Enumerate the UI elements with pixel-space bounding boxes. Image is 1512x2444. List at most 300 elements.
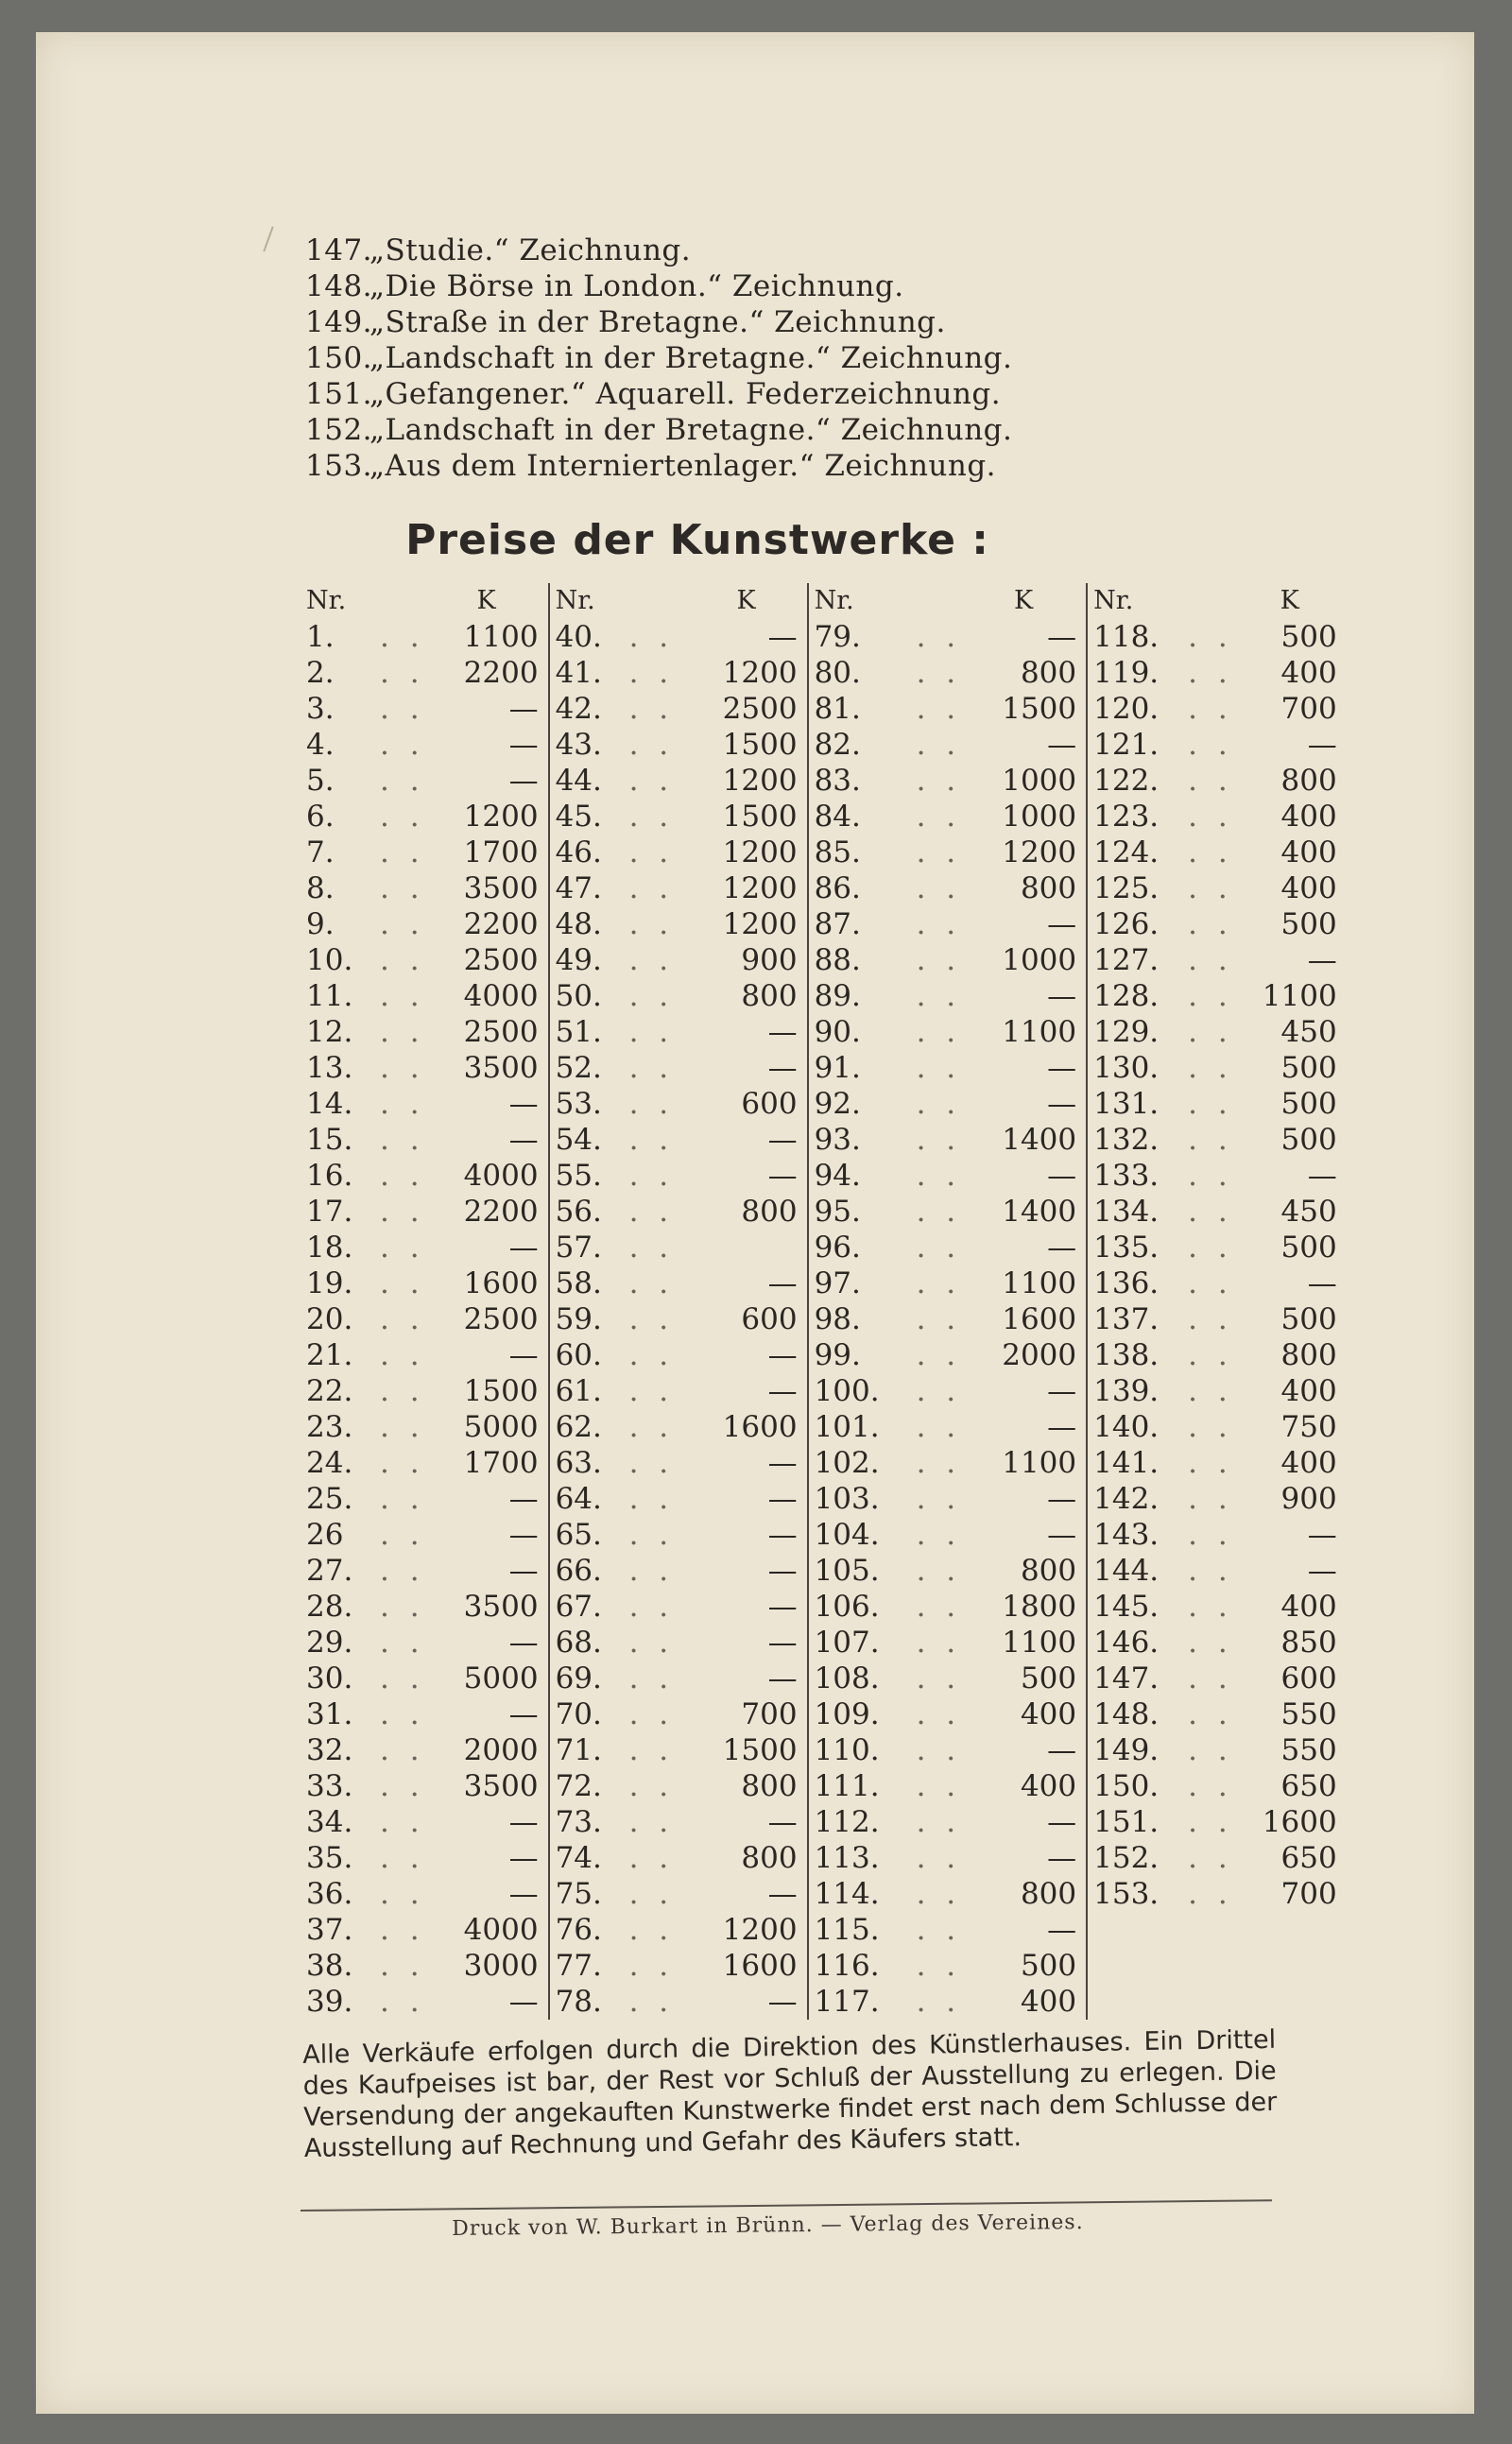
item-number: 117. <box>808 1984 917 2020</box>
item-number: 58. <box>549 1265 629 1301</box>
leader-dots: . . <box>380 1195 425 1229</box>
item-number: 135. <box>1087 1230 1188 1265</box>
item-number: 147. <box>1087 1661 1188 1696</box>
item-number: 92. <box>808 1086 917 1122</box>
item-price: 800 <box>1020 656 1077 690</box>
leader-dots: . . <box>628 1769 675 1803</box>
leader-dots: . . <box>380 1051 425 1085</box>
table-row <box>301 1876 1347 1912</box>
item-number: 86. <box>808 870 917 906</box>
item-number: 41. <box>549 655 629 691</box>
leader-dots: . . <box>628 1374 675 1408</box>
leader-dots: . . <box>380 1733 425 1767</box>
pencil-mark <box>263 227 273 252</box>
item-price: 2500 <box>463 1302 539 1336</box>
item-number: 25. <box>306 1482 353 1516</box>
item-price: 400 <box>1280 1446 1337 1480</box>
item-number: 80. <box>808 655 917 691</box>
table-row <box>301 978 1347 1014</box>
item-price: — <box>767 1877 798 1911</box>
leader-dots: . . <box>1188 764 1233 798</box>
item-price: 500 <box>1280 1051 1337 1085</box>
item-price: 800 <box>741 1769 798 1803</box>
item-price: 400 <box>1280 835 1337 869</box>
item-price: — <box>1047 1733 1077 1767</box>
item-price: 450 <box>1280 1015 1337 1049</box>
item-price: 800 <box>1280 764 1337 798</box>
item-number: 26 <box>306 1518 344 1552</box>
item-price: — <box>767 1661 798 1695</box>
item-number: 93. <box>808 1122 917 1158</box>
item-number: 62. <box>549 1409 629 1445</box>
leader-dots: . . <box>380 1015 425 1049</box>
artwork-item <box>305 376 1156 412</box>
item-number: 112. <box>808 1804 917 1840</box>
leader-dots: . . <box>628 1877 675 1911</box>
item-number: 67. <box>549 1589 629 1625</box>
leader-dots: . . <box>916 1626 962 1660</box>
item-price: 1100 <box>463 620 539 654</box>
item-number: 36. <box>306 1877 353 1911</box>
item-number: 139. <box>1087 1373 1188 1409</box>
leader-dots: . . <box>380 728 425 762</box>
item-number: 114. <box>808 1876 917 1912</box>
item-number: 119. <box>1087 655 1188 691</box>
artwork-list <box>305 232 1156 484</box>
item-price: — <box>1047 1482 1077 1516</box>
item-price: — <box>1047 1410 1077 1444</box>
leader-dots: . . <box>380 1985 425 2019</box>
item-price: — <box>508 1554 539 1588</box>
item-number: 68. <box>549 1625 629 1661</box>
item-price: 1100 <box>1002 1446 1077 1480</box>
item-number <box>1087 1912 1188 1948</box>
table-row <box>301 1517 1347 1553</box>
leader-dots: . . <box>380 764 425 798</box>
item-price: 800 <box>741 1195 798 1229</box>
item-price: — <box>1047 1913 1077 1947</box>
leader-dots: . . <box>1188 835 1233 869</box>
leader-dots: . . <box>1188 1518 1233 1552</box>
item-number: 85. <box>808 835 917 870</box>
leader-dots: . . <box>916 1913 962 1947</box>
item-price: 1500 <box>1002 692 1077 726</box>
leader-dots: . . <box>628 1949 675 1983</box>
leader-dots: . . <box>1188 1769 1233 1803</box>
item-price: — <box>767 1374 798 1408</box>
header-k-4: K <box>1280 586 1299 615</box>
item-number: 31. <box>306 1697 353 1731</box>
item-price: — <box>767 1015 798 1049</box>
item-price: 2200 <box>463 907 539 941</box>
item-price: — <box>767 1554 798 1588</box>
leader-dots: . . <box>916 656 962 690</box>
item-price: 1400 <box>1002 1123 1077 1157</box>
leader-dots: . . <box>1188 1733 1233 1767</box>
leader-dots: . . <box>380 1590 425 1624</box>
item-price: 3500 <box>463 1769 539 1803</box>
item-price: 1400 <box>1002 1195 1077 1229</box>
item-number: 16. <box>306 1159 353 1193</box>
item-number: 152. <box>1087 1840 1188 1876</box>
leader-dots: . . <box>1188 692 1233 726</box>
item-number: 50. <box>549 978 629 1014</box>
leader-dots: . . <box>1188 620 1233 654</box>
leader-dots: . . <box>916 871 962 905</box>
leader-dots: . . <box>1188 1302 1233 1336</box>
leader-dots: . . <box>1188 1554 1233 1588</box>
item-price: 450 <box>1280 1195 1337 1229</box>
item-price: 550 <box>1280 1697 1337 1731</box>
printer-imprint: Druck von W. Burkart in Brünn. — Verlag des Vereines. <box>452 2210 1084 2241</box>
item-price: — <box>767 1159 798 1193</box>
item-price: — <box>1307 728 1337 762</box>
item-number: 97. <box>808 1265 917 1301</box>
item-price: 400 <box>1280 800 1337 834</box>
leader-dots: . . <box>628 1051 675 1085</box>
leader-dots <box>1188 1912 1233 1948</box>
item-number: 94. <box>808 1158 917 1194</box>
item-price: 1500 <box>722 1733 798 1767</box>
item-number: 74. <box>549 1840 629 1876</box>
item-price: 550 <box>1280 1733 1337 1767</box>
item-price: 650 <box>1280 1769 1337 1803</box>
leader-dots: . . <box>380 620 425 654</box>
item-number: 96. <box>808 1230 917 1265</box>
item-price: — <box>508 1626 539 1660</box>
leader-dots: . . <box>916 979 962 1013</box>
leader-dots: . . <box>628 692 675 726</box>
item-price: 500 <box>1280 1087 1337 1121</box>
item-price: 1100 <box>1002 1266 1077 1300</box>
item-number: 59. <box>549 1301 629 1337</box>
leader-dots: . . <box>628 620 675 654</box>
item-number: 95. <box>808 1194 917 1230</box>
artwork-item <box>305 232 1156 268</box>
table-row <box>301 1194 1347 1230</box>
item-number: 87. <box>808 906 917 942</box>
item-price: 1100 <box>1262 979 1337 1013</box>
item-price: 2500 <box>463 943 539 977</box>
artwork-title: „Die Börse in London.“ Zeichnung. <box>369 269 904 303</box>
item-price: 1200 <box>722 656 798 690</box>
item-price: — <box>508 1518 539 1552</box>
item-price: 1000 <box>1002 943 1077 977</box>
item-number: 91. <box>808 1050 917 1086</box>
item-price: 400 <box>1280 1590 1337 1624</box>
leader-dots: . . <box>380 1159 425 1193</box>
leader-dots: . . <box>628 1159 675 1193</box>
leader-dots: . . <box>1188 800 1233 834</box>
table-row <box>301 1661 1347 1696</box>
item-number: 128. <box>1087 978 1188 1014</box>
item-number: 76. <box>549 1912 629 1948</box>
leader-dots: . . <box>916 1266 962 1300</box>
item-number: 38. <box>306 1949 353 1983</box>
leader-dots: . . <box>1188 979 1233 1013</box>
table-row <box>301 1445 1347 1481</box>
leader-dots: . . <box>916 1697 962 1731</box>
leader-dots: . . <box>380 1338 425 1372</box>
leader-dots: . . <box>916 800 962 834</box>
leader-dots: . . <box>916 907 962 941</box>
item-number: 78. <box>549 1984 629 2020</box>
item-number: 1. <box>306 620 335 654</box>
artwork-number: 147. <box>305 233 373 267</box>
table-row <box>301 763 1347 799</box>
item-price: — <box>1307 1554 1337 1588</box>
item-price: 1200 <box>722 835 798 869</box>
artwork-number: 150. <box>305 341 373 375</box>
item-price: 700 <box>1280 692 1337 726</box>
item-price: 400 <box>1020 1697 1077 1731</box>
item-number: 73. <box>549 1804 629 1840</box>
item-price: 2200 <box>463 1195 539 1229</box>
leader-dots: . . <box>1188 1697 1233 1731</box>
item-price: 800 <box>1280 1338 1337 1372</box>
leader-dots: . . <box>628 1518 675 1552</box>
leader-dots: . . <box>1188 907 1233 941</box>
item-price: 1700 <box>463 1446 539 1480</box>
leader-dots: . . <box>628 656 675 690</box>
table-row <box>301 1553 1347 1589</box>
leader-dots: . . <box>916 1949 962 1983</box>
table-row <box>301 1086 1347 1122</box>
table-row <box>301 1014 1347 1050</box>
leader-dots: . . <box>916 1985 962 2019</box>
leader-dots: . . <box>628 1410 675 1444</box>
leader-dots: . . <box>628 1338 675 1372</box>
item-price <box>1233 1948 1347 1984</box>
leader-dots: . . <box>1188 1374 1233 1408</box>
item-number: 145. <box>1087 1589 1188 1625</box>
item-number: 4. <box>306 728 335 762</box>
item-price: 4000 <box>463 1913 539 1947</box>
item-price: — <box>1047 1518 1077 1552</box>
item-number: 30. <box>306 1661 353 1695</box>
item-price: 1200 <box>722 1913 798 1947</box>
item-number: 54. <box>549 1122 629 1158</box>
item-number: 144. <box>1087 1553 1188 1589</box>
leader-dots: . . <box>1188 1805 1233 1839</box>
item-number: 134. <box>1087 1194 1188 1230</box>
item-number: 151. <box>1087 1804 1188 1840</box>
leader-dots: . . <box>628 1231 675 1265</box>
leader-dots: . . <box>1188 1841 1233 1875</box>
item-number: 104. <box>808 1517 917 1553</box>
item-number: 122. <box>1087 763 1188 799</box>
table-row <box>301 942 1347 978</box>
item-price: 500 <box>1020 1661 1077 1695</box>
table-row <box>301 835 1347 870</box>
item-number: 107. <box>808 1625 917 1661</box>
item-price: 700 <box>1280 1877 1337 1911</box>
leader-dots: . . <box>628 1661 675 1695</box>
leader-dots: . . <box>916 1554 962 1588</box>
item-number: 120. <box>1087 691 1188 727</box>
item-price: — <box>767 1626 798 1660</box>
item-number: 132. <box>1087 1122 1188 1158</box>
item-price: — <box>508 1985 539 2019</box>
item-number: 13. <box>306 1051 353 1085</box>
item-price: — <box>1307 943 1337 977</box>
leader-dots: . . <box>628 1015 675 1049</box>
table-row <box>301 691 1347 727</box>
item-number: 127. <box>1087 942 1188 978</box>
leader-dots: . . <box>380 1518 425 1552</box>
item-price: 3500 <box>463 1590 539 1624</box>
item-price: 5000 <box>463 1661 539 1695</box>
item-price: — <box>767 1338 798 1372</box>
leader-dots: . . <box>380 656 425 690</box>
item-price: 4000 <box>463 979 539 1013</box>
item-price: 800 <box>741 979 798 1013</box>
leader-dots: . . <box>916 1805 962 1839</box>
item-price: — <box>508 1087 539 1121</box>
item-price: — <box>508 1805 539 1839</box>
leader-dots: . . <box>380 1374 425 1408</box>
item-price: 500 <box>1280 620 1337 654</box>
item-number: 63. <box>549 1445 629 1481</box>
item-number: 7. <box>306 835 335 869</box>
leader-dots: . . <box>1188 1015 1233 1049</box>
leader-dots: . . <box>916 1733 962 1767</box>
item-number: 98. <box>808 1301 917 1337</box>
item-price: — <box>767 1518 798 1552</box>
leader-dots: . . <box>1188 1590 1233 1624</box>
item-price: 2000 <box>1002 1338 1077 1372</box>
item-price: — <box>1047 728 1077 762</box>
item-number: 75. <box>549 1876 629 1912</box>
item-number: 115. <box>808 1912 917 1948</box>
item-number: 129. <box>1087 1014 1188 1050</box>
item-price: — <box>1047 620 1077 654</box>
item-price: 1000 <box>1002 764 1077 798</box>
item-price: — <box>1047 907 1077 941</box>
leader-dots: . . <box>916 1769 962 1803</box>
item-number: 137. <box>1087 1301 1188 1337</box>
item-number: 124. <box>1087 835 1188 870</box>
leader-dots: . . <box>1188 1266 1233 1300</box>
item-number: 140. <box>1087 1409 1188 1445</box>
table-row <box>301 1625 1347 1661</box>
leader-dots: . . <box>380 1913 425 1947</box>
leader-dots: . . <box>628 800 675 834</box>
item-price: 1200 <box>1002 835 1077 869</box>
item-price: 400 <box>1280 1374 1337 1408</box>
item-price: — <box>508 1877 539 1911</box>
item-number: 24. <box>306 1446 353 1480</box>
leader-dots: . . <box>1188 1123 1233 1157</box>
leader-dots: . . <box>916 1123 962 1157</box>
item-number: 6. <box>306 800 335 834</box>
table-row <box>301 619 1347 655</box>
item-price: — <box>1047 1159 1077 1193</box>
item-price: — <box>1047 1051 1077 1085</box>
item-price: — <box>767 1446 798 1480</box>
leader-dots: . . <box>628 835 675 869</box>
item-price: — <box>767 1805 798 1839</box>
item-price: 500 <box>1280 1231 1337 1265</box>
item-price: 500 <box>1280 907 1337 941</box>
item-price: 1000 <box>1002 800 1077 834</box>
item-price: 1200 <box>463 800 539 834</box>
item-price: — <box>1047 1374 1077 1408</box>
item-number: 15. <box>306 1123 353 1157</box>
leader-dots: . . <box>380 979 425 1013</box>
leader-dots: . . <box>380 1661 425 1695</box>
leader-dots: . . <box>1188 1051 1233 1085</box>
table-row <box>301 1768 1347 1804</box>
item-price: — <box>508 692 539 726</box>
item-number: 83. <box>808 763 917 799</box>
item-price: — <box>767 1482 798 1516</box>
item-number: 105. <box>808 1553 917 1589</box>
item-number: 109. <box>808 1696 917 1732</box>
table-header-row <box>301 583 1347 619</box>
item-number: 66. <box>549 1553 629 1589</box>
item-price: 400 <box>1020 1985 1077 2019</box>
item-price: — <box>1047 1231 1077 1265</box>
leader-dots: . . <box>916 1195 962 1229</box>
item-price: 500 <box>1020 1949 1077 1983</box>
table-row <box>301 1158 1347 1194</box>
item-price: 900 <box>741 943 798 977</box>
item-price: 1500 <box>463 1374 539 1408</box>
header-k-3: K <box>1014 586 1034 615</box>
leader-dots: . . <box>628 943 675 977</box>
item-price: 600 <box>1280 1661 1337 1695</box>
item-number: 37. <box>306 1913 353 1947</box>
item-price: — <box>1307 1266 1337 1300</box>
leader-dots: . . <box>380 871 425 905</box>
item-number: 20. <box>306 1302 353 1336</box>
leader-dots: . . <box>916 692 962 726</box>
item-number: 150. <box>1087 1768 1188 1804</box>
leader-dots: . . <box>628 1805 675 1839</box>
item-number: 18. <box>306 1231 353 1265</box>
item-number: 69. <box>549 1661 629 1696</box>
item-number: 81. <box>808 691 917 727</box>
artwork-item <box>305 448 1156 484</box>
leader-dots: . . <box>1188 1410 1233 1444</box>
item-number: 3. <box>306 692 335 726</box>
leader-dots: . . <box>1188 1446 1233 1480</box>
leader-dots: . . <box>380 1123 425 1157</box>
item-number: 10. <box>306 943 353 977</box>
leader-dots: . . <box>916 764 962 798</box>
artwork-number: 149. <box>305 305 373 339</box>
table-row <box>301 1265 1347 1301</box>
item-number: 121. <box>1087 727 1188 763</box>
item-number: 106. <box>808 1589 917 1625</box>
artwork-number: 152. <box>305 413 373 447</box>
leader-dots: . . <box>380 1626 425 1660</box>
item-number: 33. <box>306 1769 353 1803</box>
item-price: 1500 <box>722 800 798 834</box>
item-price: — <box>508 1123 539 1157</box>
leader-dots: . . <box>1188 1159 1233 1193</box>
item-price <box>686 1230 808 1265</box>
leader-dots: . . <box>628 1697 675 1731</box>
leader-dots: . . <box>1188 871 1233 905</box>
item-price: 2200 <box>463 656 539 690</box>
item-price: — <box>508 1697 539 1731</box>
leader-dots: . . <box>916 1877 962 1911</box>
item-number: 113. <box>808 1840 917 1876</box>
artwork-number: 153. <box>305 449 373 483</box>
leader-dots: . . <box>628 1087 675 1121</box>
